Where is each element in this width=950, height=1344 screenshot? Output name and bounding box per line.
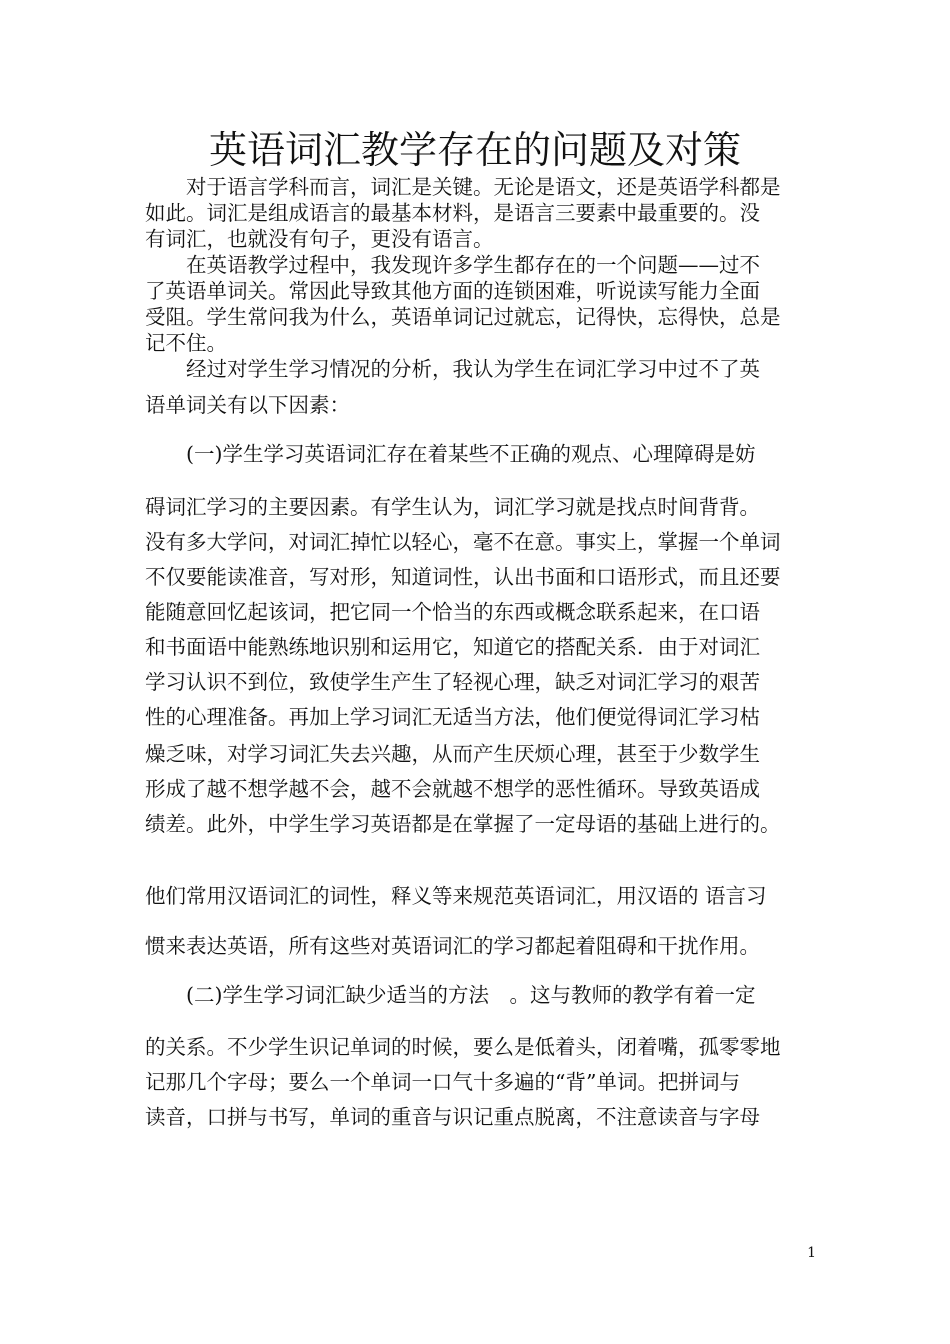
body-line: 形成了越不想学越不会，越不会就越不想学的恶性循环。导致英语成 xyxy=(145,777,760,801)
body-line: 在英语教学过程中，我发现许多学生都存在的一个问题——过不 xyxy=(145,253,760,277)
body-line: 惯来表达英语，所有这些对英语词汇的学习都起着阻碍和干扰作用。 xyxy=(145,934,760,958)
body-line: 能随意回忆起该词，把它同一个恰当的东西或概念联系起来，在口语 xyxy=(145,600,760,624)
body-line: 了英语单词关。常因此导致其他方面的连锁困难，听说读写能力全面 xyxy=(145,279,760,303)
body-line: 记不住。 xyxy=(145,331,227,355)
body-line: (一)学生学习英语词汇存在着某些不正确的观点、心理障碍是妨 xyxy=(145,442,756,466)
body-line: 如此。词汇是组成语言的最基本材料，是语言三要素中最重要的。没 xyxy=(145,201,760,225)
body-line: 他们常用汉语词汇的词性，释义等来规范英语词汇，用汉语的 语言习 xyxy=(145,884,767,908)
body-line: 读音，口拼与书写，单词的重音与识记重点脱离，不注意读音与字母 xyxy=(145,1105,760,1129)
body-line: 受阻。学生常问我为什么，英语单词记过就忘，记得快，忘得快，总是 xyxy=(145,305,781,329)
body-line: 碍词汇学习的主要因素。有学生认为，词汇学习就是找点时间背背。 xyxy=(145,495,760,519)
body-line: 学习认识不到位，致使学生产生了轻视心理，缺乏对词汇学习的艰苦 xyxy=(145,670,760,694)
body-line: (二)学生学习词汇缺少适当的方法 。这与教师的教学有着一定 xyxy=(145,983,756,1007)
page-number: 1 xyxy=(807,1245,816,1261)
body-line: 绩差。此外，中学生学习英语都是在掌握了一定母语的基础上进行的。 xyxy=(145,812,781,836)
body-line: 性的心理准备。再加上学习词汇无适当方法，他们便觉得词汇学习枯 xyxy=(145,705,760,729)
body-line: 不仅要能读准音，写对形，知道词性，认出书面和口语形式，而且还要 xyxy=(145,565,781,589)
body-line: 记那几个字母；要么一个单词一口气十多遍的“背”单词。把拼词与 xyxy=(145,1070,740,1094)
body-line: 燥乏味，对学习词汇失去兴趣，从而产生厌烦心理，甚至于少数学生 xyxy=(145,742,760,766)
body-line: 有词汇，也就没有句子，更没有语言。 xyxy=(145,227,494,251)
body-line: 对于语言学科而言，词汇是关键。无论是语文，还是英语学科都是 xyxy=(145,175,781,199)
body-line: 和书面语中能熟练地识别和运用它，知道它的搭配关系．由于对词汇 xyxy=(145,635,760,659)
body-line: 没有多大学问，对词汇掉忙以轻心，毫不在意。事实上，掌握一个单词 xyxy=(145,530,781,554)
body-line: 经过对学生学习情况的分析，我认为学生在词汇学习中过不了英 xyxy=(145,357,760,381)
body-line: 语单词关有以下因素： xyxy=(145,393,350,417)
document-title: 英语词汇教学存在的问题及对策 xyxy=(208,128,741,172)
body-line: 的关系。不少学生识记单词的时候，要么是低着头，闭着嘴，孤零零地 xyxy=(145,1035,781,1059)
